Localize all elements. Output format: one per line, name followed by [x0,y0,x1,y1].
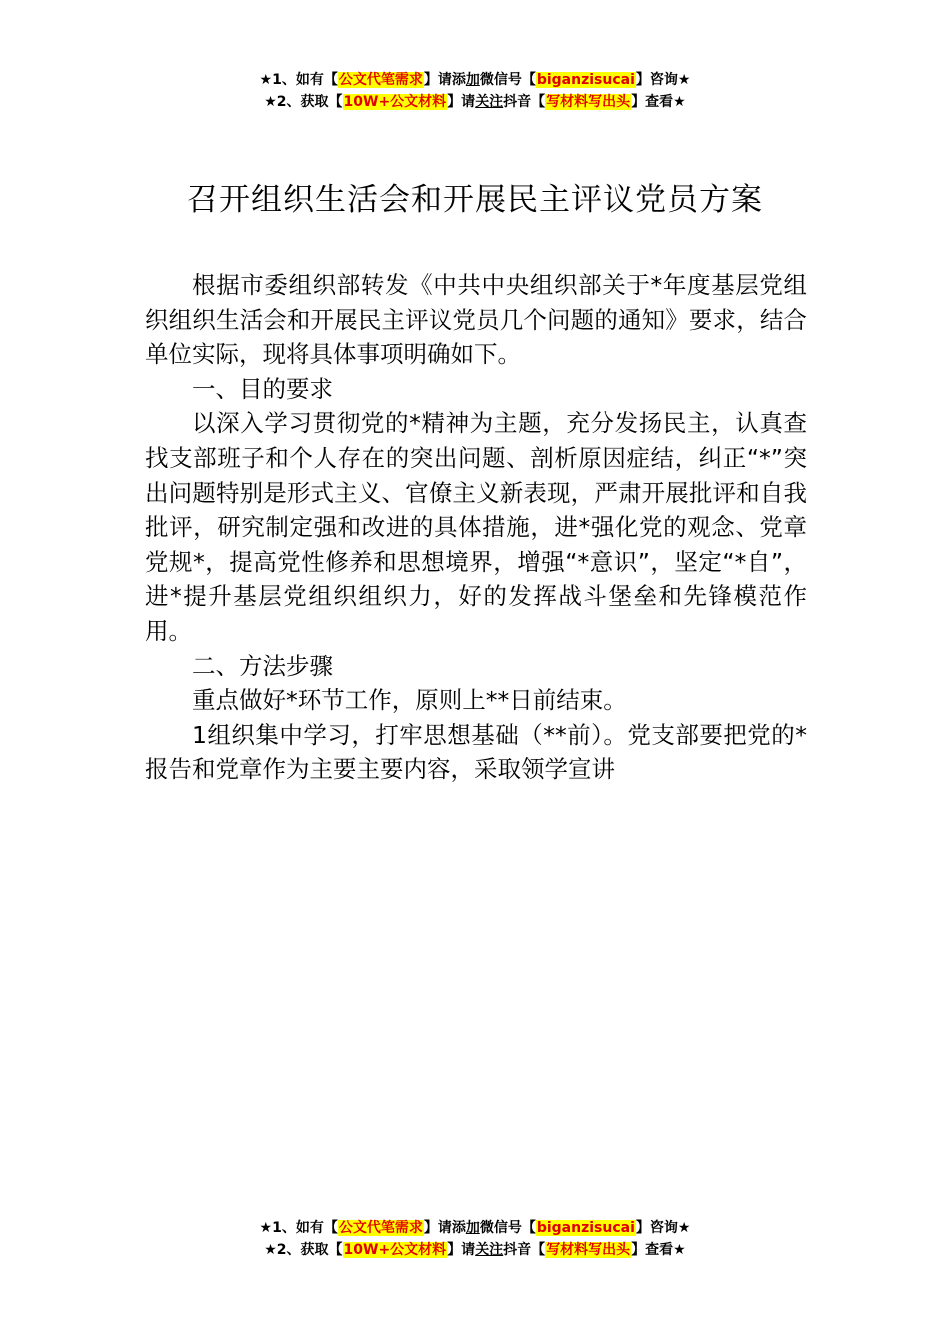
promo-text: 】请 [447,1242,476,1258]
promo-highlight: 公文代笔需求 [338,1220,423,1236]
promo-text: 】请添 [423,1220,466,1236]
section-heading-1: 一、目的要求 [192,374,333,403]
document-title: 召开组织生活会和开展民主评议党员方案 [187,182,763,218]
promo-line-2 [0,91,950,113]
document-body [145,268,807,787]
promo-highlight: 10W+公文材料 [343,1242,447,1258]
promo-underlined: 加 [465,1220,480,1236]
promo-highlight: 写材料写出头 [546,94,631,110]
promo-text: 抖音【 [503,1242,546,1258]
intro-paragraph: 根据市委组织部转发《中共中央组织部关于*年度基层党组织组织生活会和开展民主评议党员几个问题的通知》要求，结合单位实际，现将具体事项明确如下。 [145,271,807,369]
promo-text: 抖音【 [503,94,546,110]
body-paragraph: 以深入学习贯彻党的*精神为主题，充分发扬民主，认真查找支部班子和个人存在的突出问题、剖析原因症结，纠正“*”突出问题特别是形式主义、官僚主义新表现，严肃开展批评和自我批评，研究制定强和改进的具体措施，进*强化党的观念、党章党规*，提高党性修养和思想境界，增强“*意识”，坚定“*自”，进*提升基层党组织组织力，好的发挥战斗堡垒和先锋模范作用。 [145,409,807,645]
promo-text: ★1、如有【 [259,1220,338,1236]
promo-text: ★2、获取【 [264,1242,343,1258]
promo-text: 微信号【 [479,1220,536,1236]
promo-text: 】请 [447,94,476,110]
promo-text: ★1、如有【 [259,72,338,88]
promo-line-1 [0,69,950,91]
promo-text: 】请添 [423,72,466,88]
body-paragraph: 重点做好*环节工作，原则上**日前结束。 [192,686,627,715]
promo-highlight: 公文代笔需求 [338,72,423,88]
promo-highlight: biganzisucai [536,1220,635,1236]
promo-highlight: biganzisucai [536,72,635,88]
section-heading-2: 二、方法步骤 [192,651,333,680]
promo-text: 】查看★ [631,1242,686,1258]
promo-text: 微信号【 [479,72,536,88]
promo-highlight: 10W+公文材料 [343,94,447,110]
promo-text: 】查看★ [631,94,686,110]
promo-line-1 [0,1217,950,1239]
promo-text: ★2、获取【 [264,94,343,110]
promo-underlined: 关注 [475,94,504,110]
promo-highlight: 写材料写出头 [546,1242,631,1258]
promo-underlined: 关注 [475,1242,504,1258]
promo-line-2 [0,1239,950,1261]
body-paragraph: 1组织集中学习，打牢思想基础（**前）。党支部要把党的*报告和党章作为主要主要内容，采取领学宣讲 [145,720,807,784]
header-promo-banner [0,69,950,113]
promo-text: 】咨询★ [635,1220,691,1236]
promo-underlined: 加 [465,72,480,88]
footer-promo-banner [0,1217,950,1261]
promo-text: 】咨询★ [635,72,691,88]
